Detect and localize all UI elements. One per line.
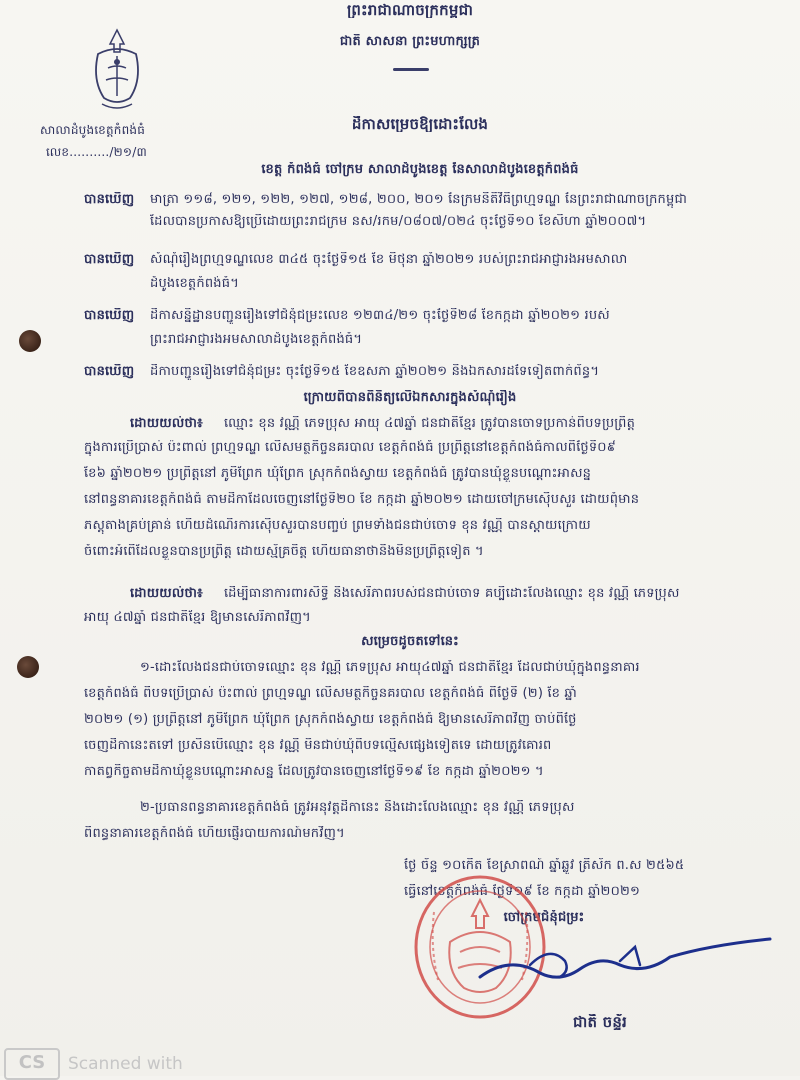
watermark-text: Scanned with xyxy=(68,1054,183,1074)
paragraph-line: ភស្តុតាងគ្រប់គ្រាន់ ហើយដំណើរការស៊ើបសួរបានបញ្ចប់ ព្រមទាំងជនជាប់ចោទ ខុន វណ្ណី បានស្ដាយក្រោយ xyxy=(84,518,591,533)
scanner-watermark xyxy=(4,1044,244,1076)
paragraph-line: ចំពោះអំពើដែលខ្លួនបានប្រព្រឹត្ត ដោយស្ម័គ្រចិត្ត ហើយធានាថានឹងមិនប្រព្រឹត្តទៀត ។ xyxy=(84,544,484,559)
decision-line: ចេញដីកានេះតទៅ ប្រសិនបើឈ្មោះ ខុន វណ្ណី មិនជាប់ឃុំពីបទល្មើសផ្សេងទៀតទេ ដោយត្រូវគោរព xyxy=(84,738,552,753)
decision-line: ២០២១ (១) ប្រព្រឹត្តនៅ ភូមិព្រែក ឃុំព្រែក ស្រុកកំពង់ស្វាយ ខេត្តកំពង់ធំ ឱ្យមានសេរីភាពវិញ ចាប់ពីថ្ងៃ xyxy=(84,712,577,727)
consideration-label: បានឃើញ xyxy=(84,364,135,379)
intro-line: ខេត្ត កំពង់ធំ ចៅក្រម សាលាដំបូងខេត្ត នៃសាលាដំបូងខេត្តកំពង់ធំ xyxy=(261,162,579,177)
decision-line: ខេត្តកំពង់ធំ ពីបទប្រើប្រាស់ ប៉ះពាល់ ព្រហ្មទណ្ឌ លើសមត្ថកិច្ចនគរបាល ខេត្តកំពង់ធំ ពីថ្ងៃទី (២) ខែ ឆ្នាំ xyxy=(84,686,577,701)
signatory-name: ជាតិ ចន្ទ័រ xyxy=(572,1014,628,1030)
consideration-label: បានឃើញ xyxy=(84,192,135,207)
consideration-line: ដែលបានប្រកាសឱ្យប្រើដោយព្រះរាជក្រម នស/រកម/០៨០៧/០២៤ ចុះថ្ងៃទី១០ ខែសីហា ឆ្នាំ២០០៧។ xyxy=(150,214,647,229)
reference-number: លេខ........../២១/៣ xyxy=(46,145,147,159)
consideration-line: មាត្រា ១១៨, ១២១, ១២២, ១២៧, ១២៨, ២០០, ២០១ នៃក្រមនីតិវិធីព្រហ្មទណ្ឌ នៃព្រះរាជាណាចក្រកម្ពុជា xyxy=(150,192,688,207)
whereas-label: ដោយយល់ថា៖ xyxy=(130,586,203,601)
section-heading: ក្រោយពីបានពិនិត្យលើឯកសារក្នុងសំណុំរឿង xyxy=(303,390,517,405)
signatory-position: ចៅក្រមជំនុំជម្រះ xyxy=(503,910,585,925)
camscanner-logo: CS xyxy=(4,1048,60,1080)
decision-heading: សម្រេចដូចតទៅនេះ xyxy=(361,634,459,649)
decision-line: ១-ដោះលែងជនជាប់ចោទឈ្មោះ ខុន វណ្ណី ភេទប្រុស អាយុ៤៧ឆ្នាំ ជនជាតិខ្មែរ ដែលជាប់ឃុំក្នុងពន្ធនាគារ xyxy=(140,660,640,675)
paragraph-line: ឈ្មោះ ខុន វណ្ណី ភេទប្រុស អាយុ ៤៧ឆ្នាំ ជនជាតិខ្មែរ ត្រូវបានចោទប្រកាន់ពីបទប្រព្រឹត្ត xyxy=(224,416,636,431)
national-motto: ជាតិ សាសនា ព្រះមហាក្សត្រ xyxy=(339,34,481,49)
decision-line: ២-ប្រធានពន្ធនាគារខេត្តកំពង់ធំ ត្រូវអនុវត្តដីកានេះ និងដោះលែងឈ្មោះ ខុន វណ្ណី ភេទប្រុស xyxy=(140,800,575,815)
signature xyxy=(470,925,780,995)
royal-crest-icon xyxy=(86,24,148,112)
institution-name: សាលាដំបូងខេត្តកំពង់ធំ xyxy=(40,123,146,137)
paragraph-line: អាយុ ៤៧ឆ្នាំ ជនជាតិខ្មែរ ឱ្យមានសេរីភាពវិញ។ xyxy=(84,610,311,625)
place-date: ធ្វើនៅខេត្តកំពង់ធំ ថ្ងៃទី១៩ ខែ កក្កដា ឆ្នាំ២០២១ xyxy=(404,884,641,899)
paragraph-line: ខែ៦ ឆ្នាំ២០២១ ប្រព្រឹត្តនៅ ភូមិព្រែក ឃុំព្រែក ស្រុកកំពង់ស្វាយ ខេត្តកំពង់ធំ ត្រូវបានឃុំខ្លួនបណ្តោះអាសន្ន xyxy=(84,466,592,481)
whereas-label: ដោយយល់ថា៖ xyxy=(130,416,203,431)
kingdom-header: ព្រះរាជាណាចក្រកម្ពុជា xyxy=(346,2,474,18)
document-title: ដីកាសម្រេចឱ្យដោះលែង xyxy=(351,116,489,132)
decision-line: កាតព្វកិច្ចតាមដីកាឃុំខ្លួនបណ្ដោះអាសន្ន ដែលត្រូវបានចេញនៅថ្ងៃទី១៩ ខែ កក្កដា ឆ្នាំ២០២១ ។ xyxy=(84,764,544,779)
consideration-label: បានឃើញ xyxy=(84,308,135,323)
consideration-line: ព្រះរាជអាជ្ញារងអមសាលាដំបូងខេត្តកំពង់ធំ។ xyxy=(150,332,363,347)
punch-hole xyxy=(19,330,41,352)
consideration-line: សំណុំរឿងព្រហ្មទណ្ឌលេខ ៣៤៥ ចុះថ្ងៃទី១៥ ខែ មិថុនា ឆ្នាំ២០២១ របស់ព្រះរាជអាជ្ញារងអមសាលា xyxy=(150,252,628,267)
punch-hole xyxy=(17,656,39,678)
paragraph-line: ដើម្បីធានាការពារសិទ្ធិ និងសេរីភាពរបស់ជនជាប់ចោទ គប្បីដោះលែងឈ្មោះ ខុន វណ្ណី ភេទប្រុស xyxy=(224,586,680,601)
decision-line: ពីពន្ធនាគារខេត្តកំពង់ធំ ហើយផ្ញើរបាយការណ៍មកវិញ។ xyxy=(84,826,345,841)
header-divider xyxy=(393,68,429,71)
consideration-line: ដីកាបញ្ជូនរឿងទៅជំនុំជម្រះ ចុះថ្ងៃទី១៥ ខែឧសភា ឆ្នាំ២០២១ និងឯកសារដទៃទៀតពាក់ព័ន្ធ។ xyxy=(150,364,600,379)
paragraph-line: នៅពន្ធនាគារខេត្តកំពង់ធំ តាមដីកាដែលចេញនៅថ្ងៃទី២០ ខែ កក្កដា ឆ្នាំ២០២១ ដោយចៅក្រមស៊ើបសួរ ដោយពុំមាន xyxy=(84,492,640,507)
lunar-date: ថ្ងៃ ច័ន្ទ ១០កើត ខែស្រាពណ៍ ឆ្នាំឆ្លូវ ត្រីស័ក ព.ស ២៥៦៥ xyxy=(404,858,685,873)
paragraph-line: ក្នុងការប្រើប្រាស់ ប៉ះពាល់ ព្រហ្មទណ្ឌ លើសមត្ថកិច្ចនគរបាល ខេត្តកំពង់ធំ ប្រព្រឹត្តនៅខេត្តកំពង់ធំកាលពីថ្ងៃទី០៩ xyxy=(84,440,617,455)
consideration-label: បានឃើញ xyxy=(84,252,135,267)
consideration-line: ដំបូងខេត្តកំពង់ធំ។ xyxy=(150,276,239,291)
consideration-line: ដីកាសន្និដ្ឋានបញ្ជូនរឿងទៅជំនុំជម្រះលេខ ១២៣៤/២១ ចុះថ្ងៃទី២៨ ខែកក្កដា ឆ្នាំ២០២១ របស់ xyxy=(150,308,610,323)
